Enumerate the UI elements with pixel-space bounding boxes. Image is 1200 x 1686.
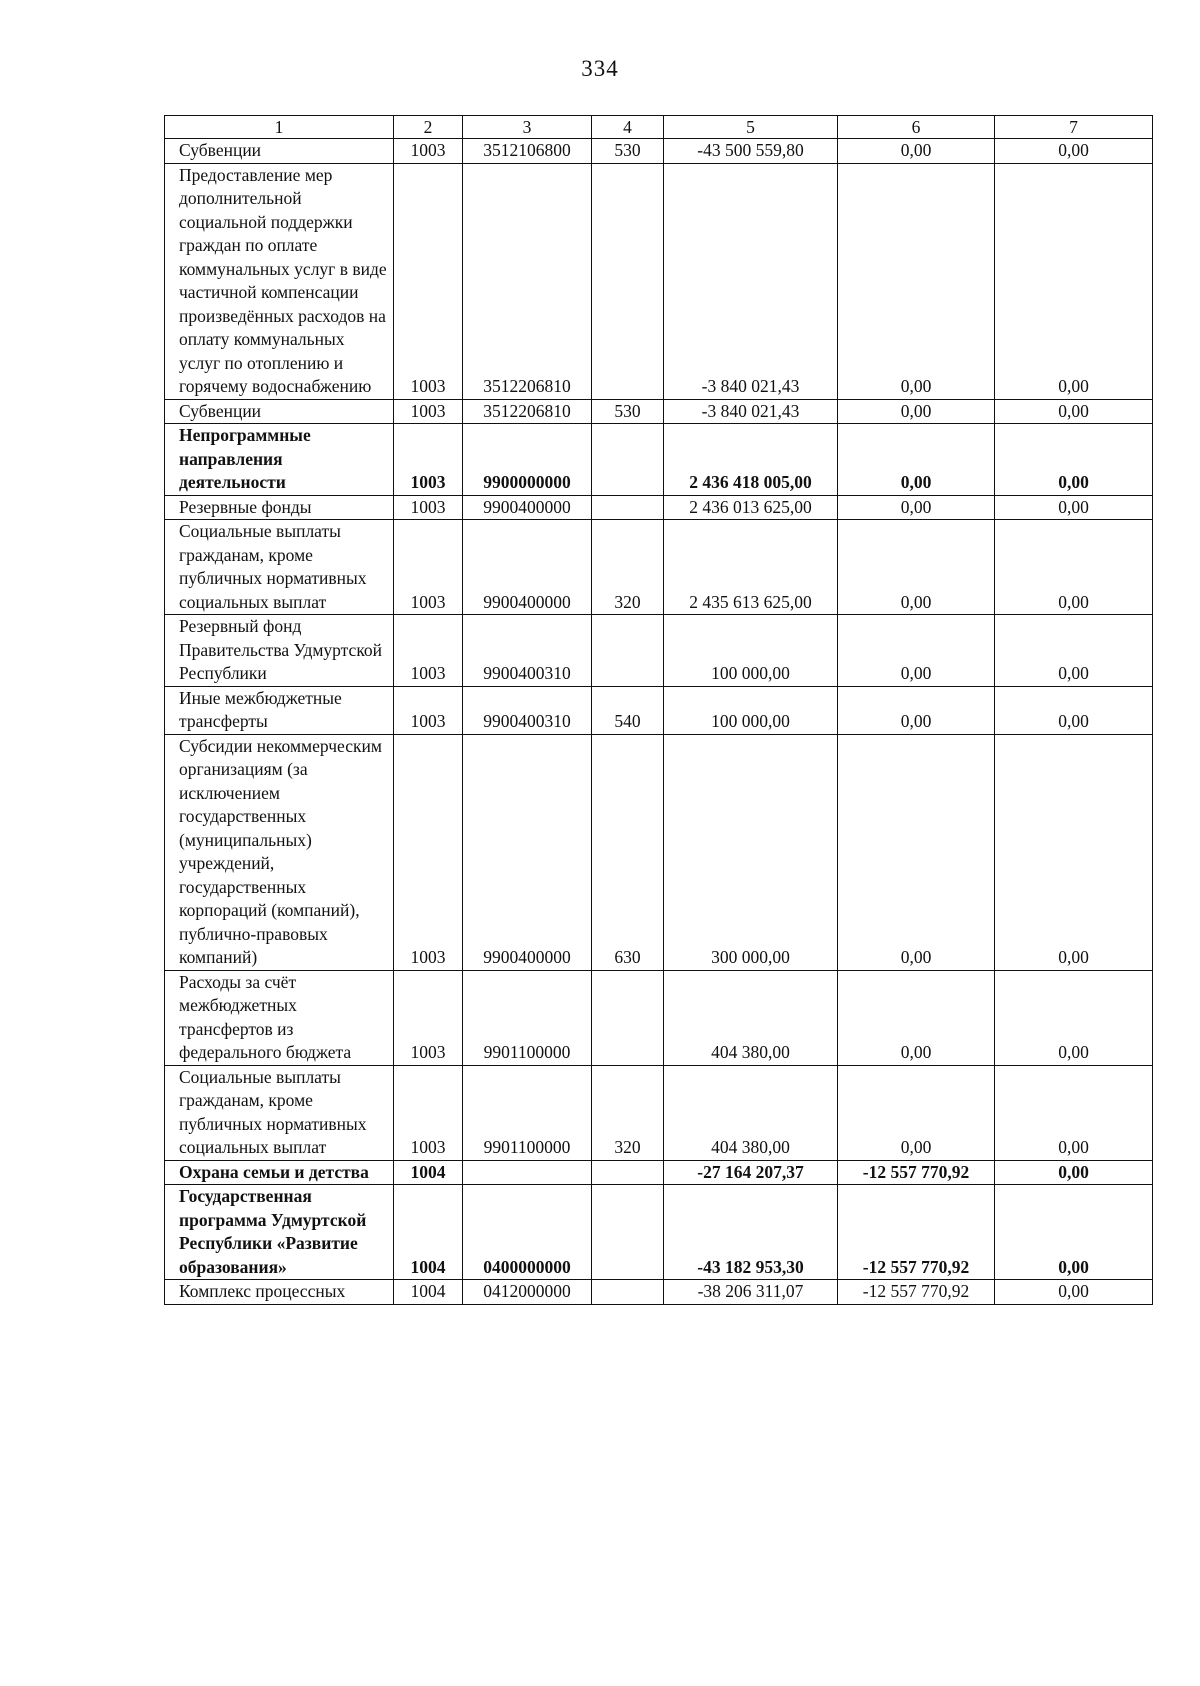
section-code-cell: 1003	[394, 139, 463, 164]
expense-type-cell: 530	[592, 139, 664, 164]
section-code-cell: 1004	[394, 1280, 463, 1305]
expense-type-cell: 630	[592, 734, 664, 970]
amount-cell: 0,00	[838, 424, 995, 496]
section-code-cell: 1003	[394, 520, 463, 615]
table-row	[165, 1160, 1153, 1185]
target-article-cell: 0412000000	[463, 1280, 592, 1305]
table-row	[165, 1185, 1153, 1280]
row-name-cell: Резервные фонды	[165, 495, 394, 520]
table-row	[165, 1065, 1153, 1160]
amount-cell: -12 557 770,92	[838, 1185, 995, 1280]
amount-cell: 0,00	[838, 495, 995, 520]
amount-cell: 300 000,00	[664, 734, 838, 970]
amount-cell: 0,00	[838, 970, 995, 1065]
amount-cell: 0,00	[838, 1065, 995, 1160]
expense-type-cell	[592, 163, 664, 399]
amount-cell: 0,00	[838, 399, 995, 424]
target-article-cell: 9900400000	[463, 495, 592, 520]
section-code-cell: 1003	[394, 734, 463, 970]
expense-type-cell: 320	[592, 1065, 664, 1160]
header-cell: 2	[394, 116, 463, 139]
expense-type-cell: 540	[592, 686, 664, 734]
amount-cell: 0,00	[995, 399, 1153, 424]
expense-type-cell	[592, 970, 664, 1065]
row-name-cell: Охрана семьи и детства	[165, 1160, 394, 1185]
amount-cell: 0,00	[995, 520, 1153, 615]
table-row	[165, 399, 1153, 424]
row-name-cell: Непрограммные направления деятельности	[165, 424, 394, 496]
section-code-cell: 1003	[394, 424, 463, 496]
header-cell: 7	[995, 116, 1153, 139]
amount-cell: 404 380,00	[664, 970, 838, 1065]
amount-cell: -3 840 021,43	[664, 163, 838, 399]
amount-cell: 0,00	[838, 520, 995, 615]
target-article-cell: 9900400310	[463, 686, 592, 734]
section-code-cell: 1003	[394, 686, 463, 734]
expense-type-cell	[592, 1160, 664, 1185]
amount-cell: 0,00	[995, 163, 1153, 399]
amount-cell: -12 557 770,92	[838, 1280, 995, 1305]
amount-cell: -12 557 770,92	[838, 1160, 995, 1185]
amount-cell: 0,00	[995, 1065, 1153, 1160]
table-row	[165, 615, 1153, 687]
target-article-cell: 3512206810	[463, 399, 592, 424]
expense-type-cell	[592, 1280, 664, 1305]
row-name-cell: Иные межбюджетные трансферты	[165, 686, 394, 734]
amount-cell: 0,00	[995, 139, 1153, 164]
amount-cell: -3 840 021,43	[664, 399, 838, 424]
header-row	[165, 116, 1153, 139]
table-row	[165, 734, 1153, 970]
section-code-cell: 1003	[394, 970, 463, 1065]
table-row	[165, 495, 1153, 520]
row-name-cell: Социальные выплаты гражданам, кроме публичных нормативных социальных выплат	[165, 1065, 394, 1160]
header-cell: 1	[165, 116, 394, 139]
target-article-cell: 9901100000	[463, 1065, 592, 1160]
expense-type-cell: 320	[592, 520, 664, 615]
target-article-cell: 9900400310	[463, 615, 592, 687]
row-name-cell: Субсидии некоммерческим организациям (за исключением государственных (муниципальных) учреждений, государственных корпораций (компаний), публично-правовых компаний)	[165, 734, 394, 970]
amount-cell: 0,00	[838, 734, 995, 970]
section-code-cell: 1004	[394, 1185, 463, 1280]
header-cell: 5	[664, 116, 838, 139]
target-article-cell: 9901100000	[463, 970, 592, 1065]
row-name-cell: Расходы за счёт межбюджетных трансфертов из федерального бюджета	[165, 970, 394, 1065]
header-cell: 4	[592, 116, 664, 139]
section-code-cell: 1004	[394, 1160, 463, 1185]
expense-type-cell	[592, 495, 664, 520]
row-name-cell: Субвенции	[165, 139, 394, 164]
table-row	[165, 424, 1153, 496]
amount-cell: 0,00	[838, 615, 995, 687]
amount-cell: 0,00	[995, 424, 1153, 496]
amount-cell: 0,00	[838, 139, 995, 164]
amount-cell: 100 000,00	[664, 615, 838, 687]
amount-cell: 0,00	[995, 495, 1153, 520]
target-article-cell: 9900400000	[463, 520, 592, 615]
amount-cell: -43 182 953,30	[664, 1185, 838, 1280]
amount-cell: 2 436 418 005,00	[664, 424, 838, 496]
section-code-cell: 1003	[394, 615, 463, 687]
row-name-cell: Государственная программа Удмуртской Республики «Развитие образования»	[165, 1185, 394, 1280]
table-row	[165, 163, 1153, 399]
table-row	[165, 686, 1153, 734]
target-article-cell: 9900000000	[463, 424, 592, 496]
section-code-cell: 1003	[394, 495, 463, 520]
header-cell: 3	[463, 116, 592, 139]
table-row	[165, 970, 1153, 1065]
amount-cell: -38 206 311,07	[664, 1280, 838, 1305]
amount-cell: 100 000,00	[664, 686, 838, 734]
target-article-cell: 3512106800	[463, 139, 592, 164]
table-row	[165, 139, 1153, 164]
amount-cell: 0,00	[995, 734, 1153, 970]
amount-cell: 0,00	[995, 686, 1153, 734]
amount-cell: -27 164 207,37	[664, 1160, 838, 1185]
expense-type-cell: 530	[592, 399, 664, 424]
amount-cell: 0,00	[995, 1160, 1153, 1185]
budget-table	[164, 115, 1153, 1305]
table-row	[165, 520, 1153, 615]
section-code-cell: 1003	[394, 1065, 463, 1160]
target-article-cell	[463, 1160, 592, 1185]
row-name-cell: Резервный фонд Правительства Удмуртской Республики	[165, 615, 394, 687]
row-name-cell: Социальные выплаты гражданам, кроме публичных нормативных социальных выплат	[165, 520, 394, 615]
target-article-cell: 9900400000	[463, 734, 592, 970]
amount-cell: 0,00	[995, 1185, 1153, 1280]
table-row	[165, 1280, 1153, 1305]
row-name-cell: Предоставление мер дополнительной социальной поддержки граждан по оплате коммунальных услуг в виде частичной компенсации произведённых расходов на оплату коммунальных услуг по отоплению и горячему водоснабжению	[165, 163, 394, 399]
amount-cell: -43 500 559,80	[664, 139, 838, 164]
page-number: 334	[581, 56, 619, 81]
amount-cell: 404 380,00	[664, 1065, 838, 1160]
expense-type-cell	[592, 424, 664, 496]
amount-cell: 0,00	[838, 163, 995, 399]
amount-cell: 2 435 613 625,00	[664, 520, 838, 615]
amount-cell: 0,00	[838, 686, 995, 734]
expense-type-cell	[592, 1185, 664, 1280]
header-cell: 6	[838, 116, 995, 139]
expense-type-cell	[592, 615, 664, 687]
section-code-cell: 1003	[394, 399, 463, 424]
section-code-cell: 1003	[394, 163, 463, 399]
target-article-cell: 0400000000	[463, 1185, 592, 1280]
amount-cell: 2 436 013 625,00	[664, 495, 838, 520]
amount-cell: 0,00	[995, 970, 1153, 1065]
target-article-cell: 3512206810	[463, 163, 592, 399]
amount-cell: 0,00	[995, 615, 1153, 687]
row-name-cell: Комплекс процессных	[165, 1280, 394, 1305]
row-name-cell: Субвенции	[165, 399, 394, 424]
amount-cell: 0,00	[995, 1280, 1153, 1305]
